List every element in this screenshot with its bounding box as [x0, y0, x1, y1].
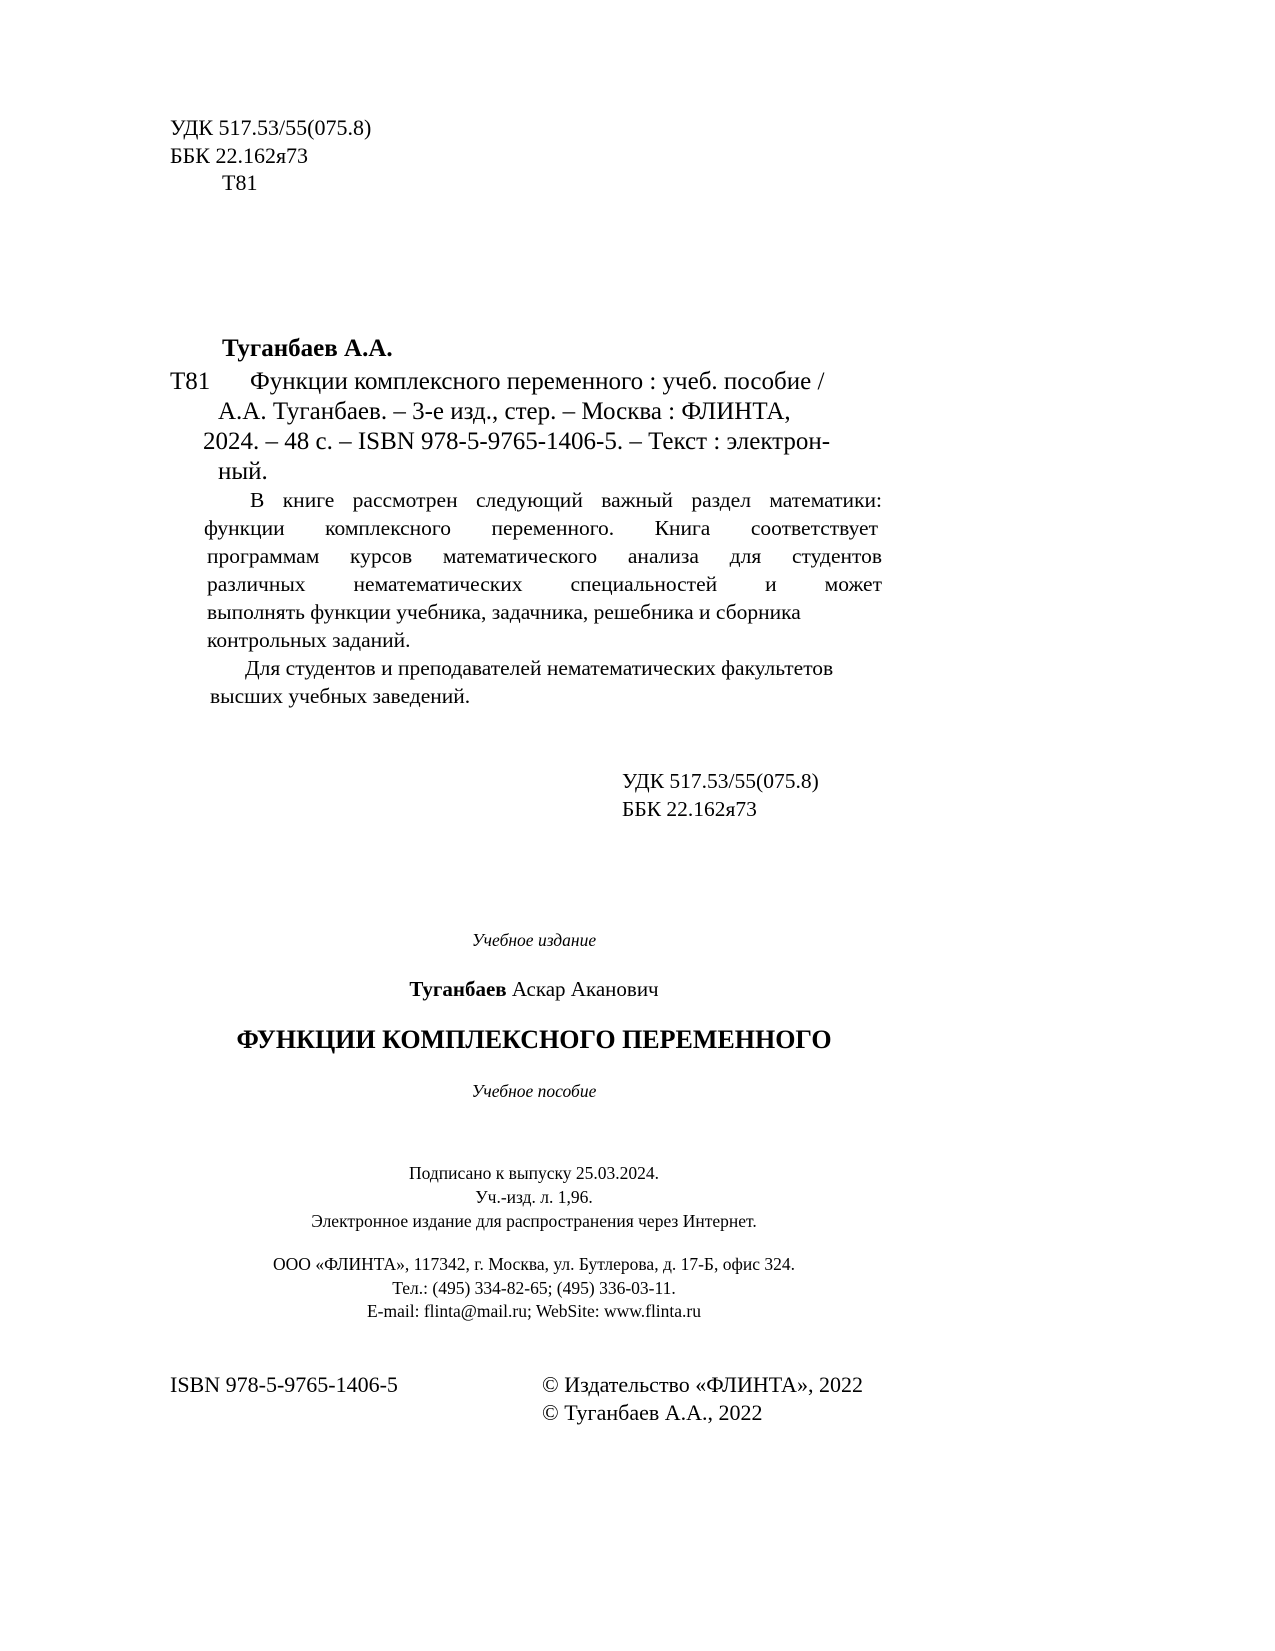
- book-title: ФУНКЦИИ КОМПЛЕКСНОГО ПЕРЕМЕННОГО: [236, 1025, 832, 1054]
- audience-line: высших учебных заведений.: [210, 684, 471, 708]
- record-line: ный.: [218, 458, 268, 485]
- book-subtitle: Учебное пособие: [471, 1081, 597, 1101]
- record-line: А.А. Туганбаев. – 3-е изд., стер. – Москва : ФЛИНТА,: [218, 398, 791, 425]
- author-full-name: [0, 979, 1068, 1000]
- author-heading: Туганбаев А.А.: [222, 335, 393, 362]
- publisher-line: E-mail: flinta@mail.ru; WebSite: www.flinta.ru: [366, 1301, 701, 1321]
- copyright-line: © Издательство «ФЛИНТА», 2022: [542, 1372, 863, 1397]
- abstract-line: выполнять функции учебника, задачника, решебника и сборника: [207, 600, 801, 624]
- publisher-line: Тел.: (495) 334-82-65; (495) 336-03-11.: [392, 1278, 676, 1298]
- abstract-line: программам курсов математического анализа для студентов: [207, 544, 882, 568]
- bbk-code: ББК 22.162я73: [170, 143, 309, 168]
- publisher-line: ООО «ФЛИНТА», 117342, г. Москва, ул. Бутлерова, д. 17-Б, офис 324.: [273, 1254, 795, 1274]
- abstract-line: различных нематематических специальностей и может: [207, 572, 882, 596]
- audience-line: Для студентов и преподавателей нематематических факультетов: [245, 656, 834, 680]
- isbn: ISBN 978-5-9765-1406-5: [170, 1372, 398, 1397]
- author-mark: Т81: [222, 170, 258, 195]
- abstract-line: функции комплексного переменного. Книга соответствует: [204, 516, 878, 540]
- author-surname: Туганбаев: [409, 977, 507, 1001]
- release-line: Подписано к выпуску 25.03.2024.: [408, 1163, 660, 1183]
- record-author-mark: Т81: [170, 368, 211, 395]
- abstract-line: контрольных заданий.: [207, 628, 411, 652]
- author-given-name: Аскар Аканович: [511, 977, 659, 1001]
- udk-code: УДК 517.53/55(075.8): [170, 115, 372, 140]
- record-udk: УДК 517.53/55(075.8): [622, 769, 819, 793]
- record-line: 2024. – 48 с. – ISBN 978-5-9765-1406-5. – Текст : электрон-: [203, 428, 831, 455]
- release-line: Электронное издание для распространения через Интернет.: [311, 1211, 757, 1231]
- record-line: Функции комплексного переменного : учеб. пособие /: [250, 368, 825, 395]
- edition-type: Учебное издание: [471, 930, 597, 950]
- release-line: Уч.-изд. л. 1,96.: [475, 1187, 593, 1207]
- abstract-line: В книге рассмотрен следующий важный раздел математики:: [250, 488, 882, 512]
- record-bbk: ББК 22.162я73: [622, 797, 757, 821]
- copyright-line: © Туганбаев А.А., 2022: [542, 1400, 763, 1425]
